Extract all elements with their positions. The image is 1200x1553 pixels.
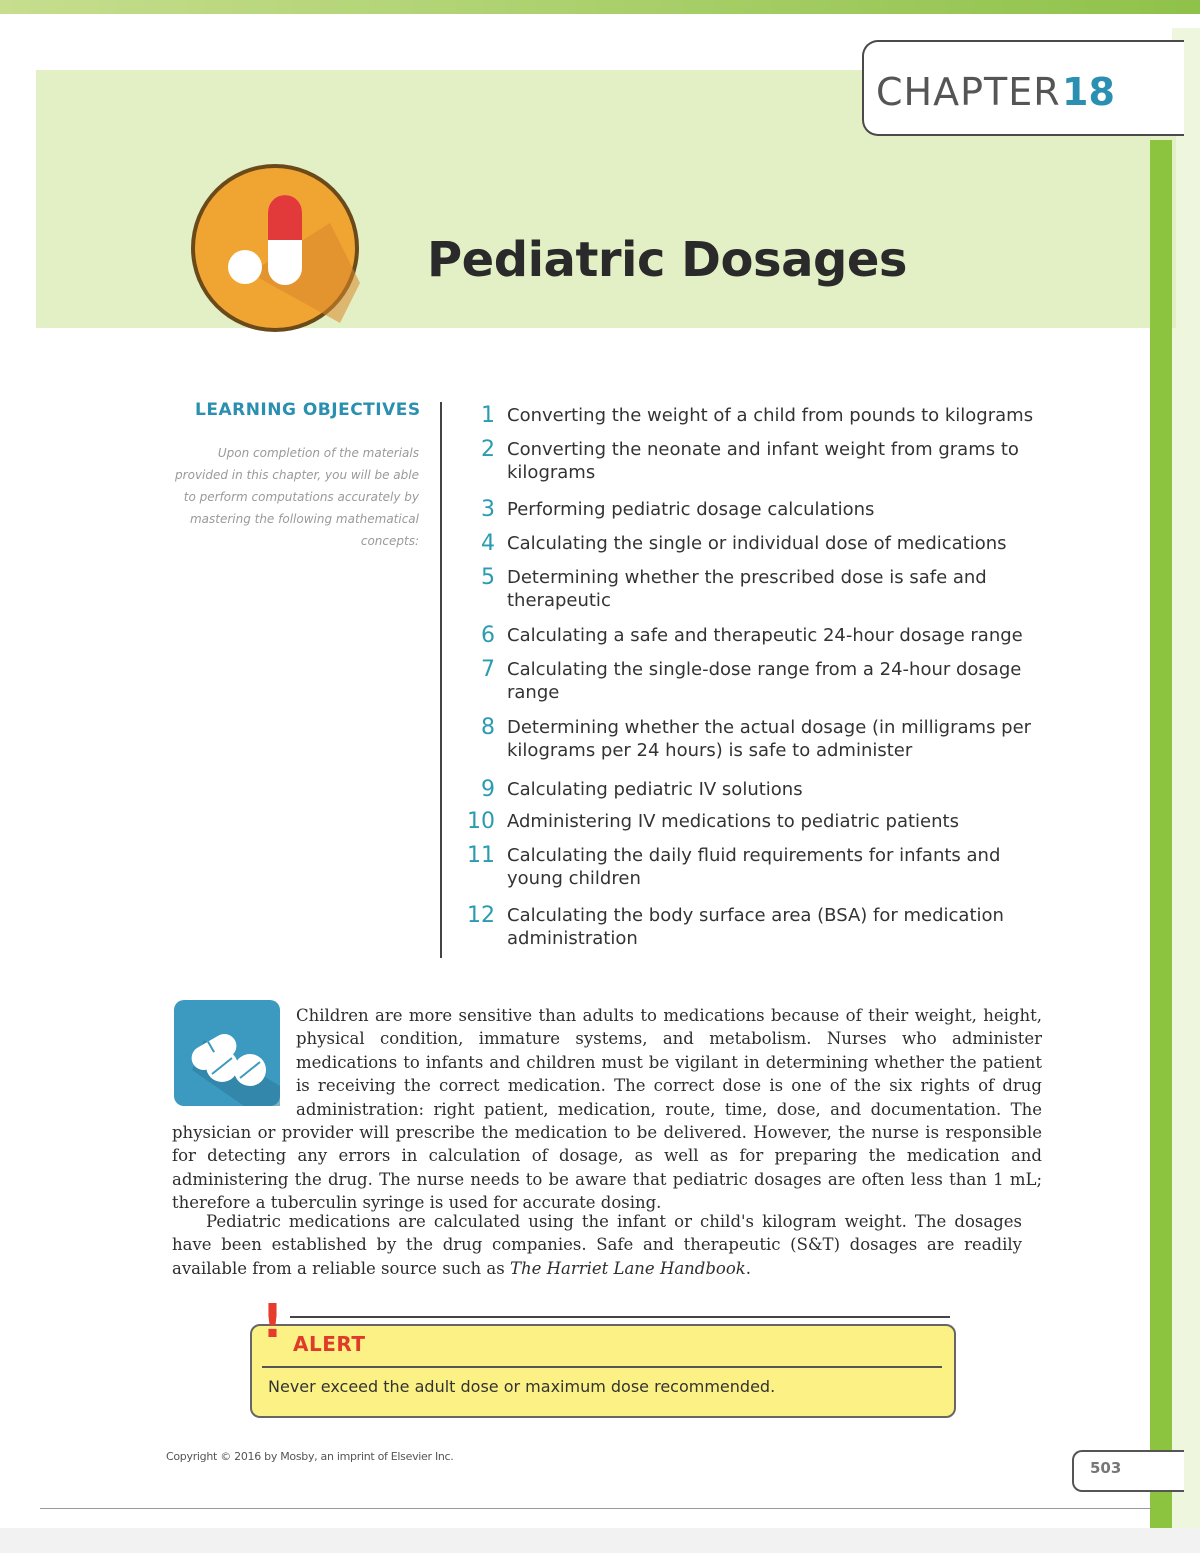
list-item — [455, 810, 1047, 834]
book-title: The Harriet Lane Handbook — [509, 1258, 746, 1278]
learning-objectives-heading: LEARNING OBJECTIVES — [195, 400, 421, 420]
list-item — [455, 904, 1047, 950]
body-paragraph-2 — [172, 1210, 1022, 1280]
list-item — [455, 716, 1047, 762]
exclamation-icon: ! — [262, 1294, 283, 1348]
objective-text: Calculating the body surface area (BSA) for medication administration — [507, 905, 1004, 949]
objective-number: 1 — [481, 403, 495, 428]
alert-top-rule — [290, 1316, 950, 1318]
list-item — [455, 658, 1047, 704]
list-item — [455, 566, 1047, 612]
copyright: Copyright © 2016 by Mosby, an imprint of Elsevier Inc. — [166, 1450, 454, 1463]
paragraph-2-text: Pediatric medications are calculated using the infant or child's kilogram weight. The dosages have been established by the drug companies. Safe and therapeutic (S&T) dosages are readily available from a reliable source such as — [172, 1212, 1022, 1278]
objective-text: Calculating the single-dose range from a 24-hour dosage range — [507, 659, 1022, 703]
chapter-label: CHAPTER — [876, 70, 1061, 114]
alert-title: ALERT — [293, 1332, 366, 1356]
objective-number: 3 — [481, 497, 495, 522]
objective-text: Calculating pediatric IV solutions — [507, 779, 803, 800]
objective-text: Calculating the single or individual dose of medications — [507, 533, 1007, 554]
objective-number: 5 — [481, 565, 495, 590]
alert-divider — [262, 1366, 942, 1368]
list-item — [455, 404, 1047, 428]
list-item — [455, 778, 1047, 802]
right-margin-tint — [1172, 28, 1200, 1528]
right-accent-bar — [1150, 140, 1172, 1530]
objective-text: Converting the weight of a child from pounds to kilograms — [507, 405, 1034, 426]
list-item — [455, 438, 1047, 484]
objective-number: 4 — [481, 531, 495, 556]
learning-objectives-intro: Upon completion of the materials provided in this chapter, you will be able to perform computations accurately by mastering the following mathematical concepts: — [175, 446, 419, 548]
objective-text: Determining whether the prescribed dose is safe and therapeutic — [507, 567, 987, 611]
objective-text: Converting the neonate and infant weight from grams to kilograms — [507, 439, 1019, 483]
objective-text: Determining whether the actual dosage (in milligrams per kilograms per 24 hours) is safe to administer — [507, 717, 1032, 761]
page-number: 503 — [1090, 1459, 1122, 1477]
objective-text: Calculating the daily fluid requirements for infants and young children — [507, 845, 1001, 889]
objective-text: Administering IV medications to pediatric patients — [507, 811, 959, 832]
top-color-strip — [0, 0, 1200, 14]
objective-number: 10 — [467, 809, 495, 834]
page-number-tab — [1072, 1450, 1184, 1492]
body-paragraph-1 — [172, 1004, 1042, 1215]
paragraph-2-end: . — [745, 1258, 752, 1278]
objective-text: Calculating a safe and therapeutic 24-hour dosage range — [507, 625, 1023, 646]
objective-text: Performing pediatric dosage calculations — [507, 499, 875, 520]
bottom-edge — [0, 1528, 1200, 1553]
paragraph-1-text: Children are more sensitive than adults to medications because of their weight, height, physical condition, immature systems, and metabolism. Nurses who administer medications to infants and children must be vigilant in determining whether the patient is receiving the correct medication. The correct dose is one of the six rights of drug administration: right patient, medication, route, time, dose, and documentation. The physician or provider will prescribe the medication to be delivered. However, the nurse is responsible for detecting any errors in calculation of dosage, as well as for preparing the medication and administering the drug. The nurse needs to be aware that pediatric dosages are often less than 1 mL; therefore a tuberculin syringe is used for accurate dosing. — [172, 1006, 1042, 1213]
alert-text: Never exceed the adult dose or maximum dose recommended. — [268, 1377, 776, 1396]
objective-number: 7 — [481, 657, 495, 682]
objectives-divider — [440, 402, 442, 958]
objective-number: 2 — [481, 437, 495, 462]
objective-number: 8 — [481, 715, 495, 740]
chapter-number: 18 — [1062, 70, 1115, 114]
list-item — [455, 498, 1047, 522]
bottom-rule — [40, 1508, 1152, 1509]
objective-number: 12 — [467, 903, 495, 928]
objective-number: 6 — [481, 623, 495, 648]
page-title: Pediatric Dosages — [427, 232, 907, 288]
objective-number: 9 — [481, 777, 495, 802]
capsule-pill-icon — [190, 163, 360, 333]
list-item — [455, 844, 1047, 890]
list-item — [455, 624, 1047, 648]
list-item — [455, 532, 1047, 556]
objective-number: 11 — [467, 843, 495, 868]
